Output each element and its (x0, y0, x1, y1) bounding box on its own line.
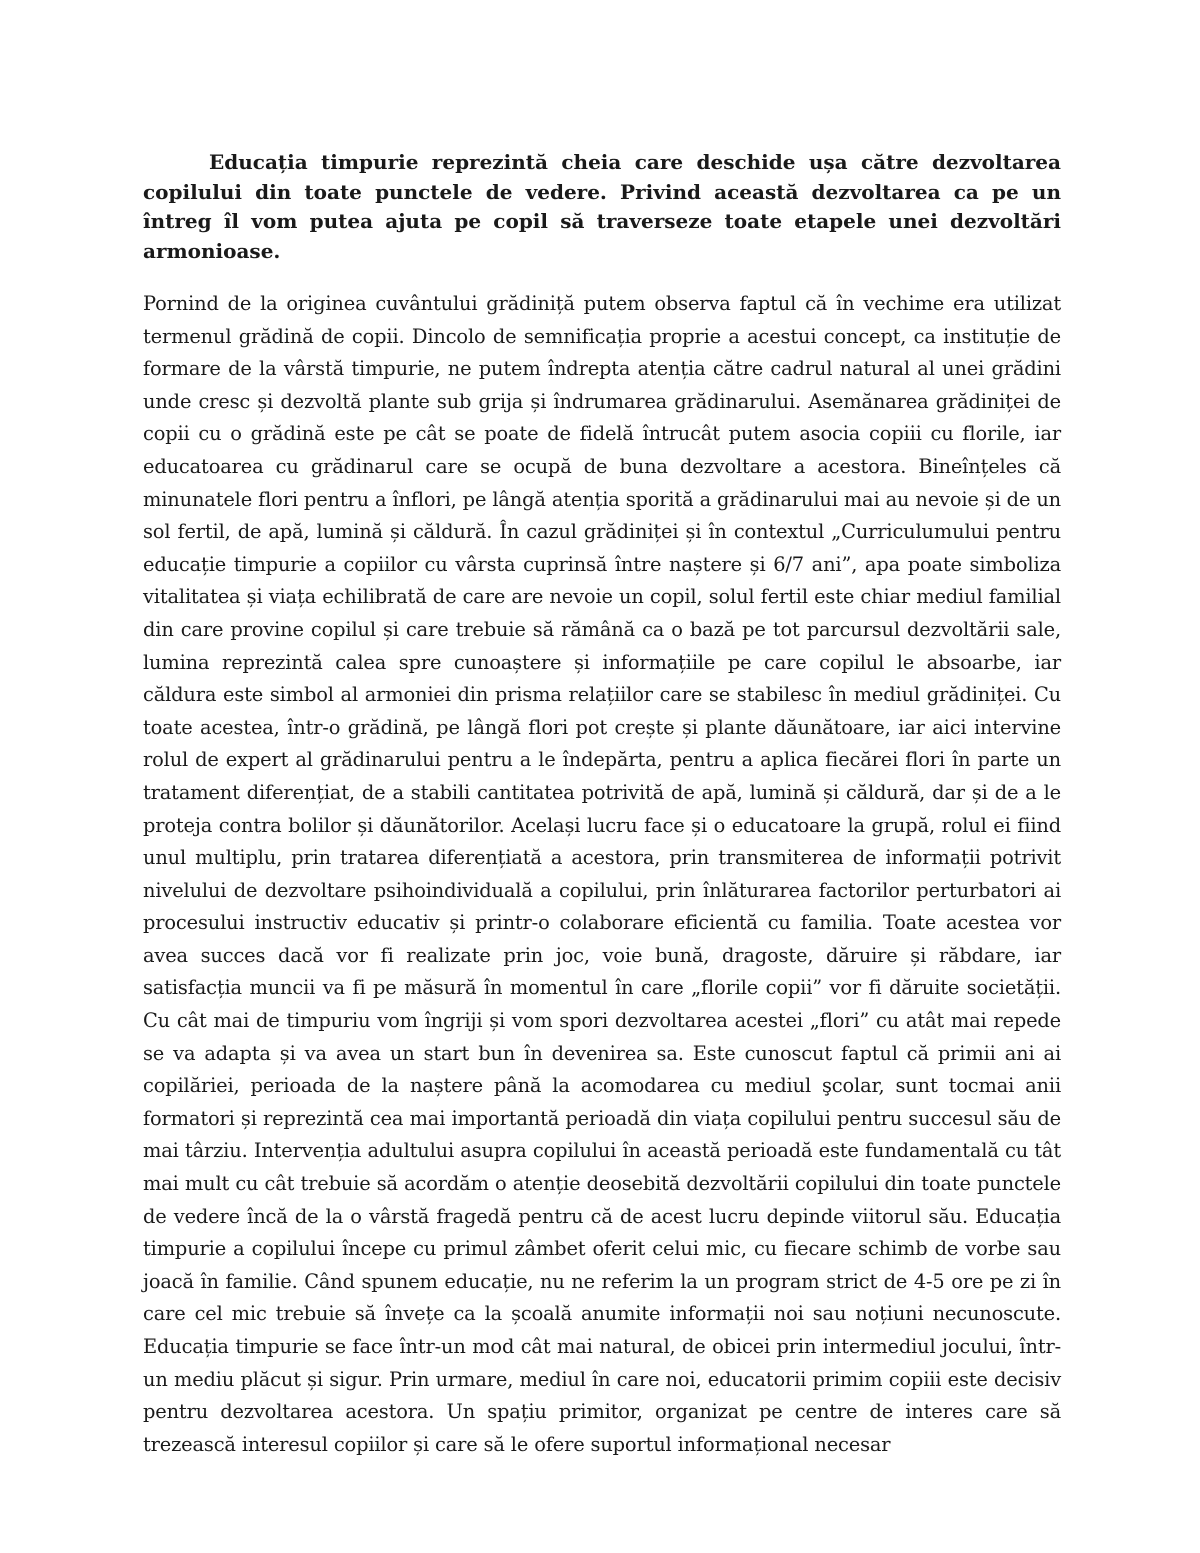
body-paragraph: Pornind de la originea cuvântului grădiniță putem observa faptul că în vechime era utilizat termenul grădină de copii. Dincolo de semnificația proprie a acestui concept, ca instituție de formare de la vârstă timpurie, ne putem îndrepta atenția către cadrul natural al unei grădini unde cresc și dezvoltă plante sub grija și îndrumarea grădinarului. Asemănarea grădiniței de copii cu o grădină este pe cât se poate de fidelă întrucât putem asocia copiii cu florile, iar educatoarea cu grădinarul care se ocupă de buna dezvoltare a acestora. Bineînțeles că minunatele flori pentru a înflori, pe lângă atenția sporită a grădinarului mai au nevoie și de un sol fertil, de apă, lumină și căldură. În cazul grădiniței și în contextul „Curriculumului pentru educație timpurie a copiilor cu vârsta cuprinsă între naștere și 6/7 ani”, apa poate simboliza vitalitatea și viața echilibrată de care are nevoie un copil, solul fertil este chiar mediul familial din care provine copilul și care trebuie să rămână ca o bază pe tot parcursul dezvoltării sale, lumina reprezintă calea spre cunoaștere și informațiile pe care copilul le absoarbe, iar căldura este simbol al armoniei din prisma relațiilor care se stabilesc în mediul grădiniței. Cu toate acestea, într-o grădină, pe lângă flori pot crește și plante dăunătoare, iar aici intervine rolul de expert al grădinarului pentru a le îndepărta, pentru a aplica fiecărei flori în parte un tratament diferențiat, de a stabili cantitatea potrivită de apă, lumină și căldură, dar și de a le proteja contra bolilor și dăunătorilor. Același lucru face și o educatoare la grupă, rolul ei fiind unul multiplu, prin tratarea diferențiată a acestora, prin transmiterea de informații potrivit nivelului de dezvoltare psihoindividuală a copilului, prin înlăturarea factorilor perturbatori ai procesului instructiv educativ și printr-o colaborare eficientă cu familia. Toate acestea vor avea succes dacă vor fi realizate prin joc, voie bună, dragoste, dăruire și răbdare, iar satisfacția muncii va fi pe măsură în momentul în care „florile copii” vor fi dăruite societății. Cu cât mai de timpuriu vom îngriji și vom spori dezvoltarea acestei „flori” cu atât mai repede se va adapta și va avea un start bun în devenirea sa. Este cunoscut faptul că primii ani ai copilăriei, perioada de la naștere până la acomodarea cu mediul şcolar, sunt tocmai anii formatori și reprezintă cea mai importantă perioadă din viața copilului pentru succesul său de mai târziu. Intervenția adultului asupra copilului în această perioadă este fundamentală cu tât mai mult cu cât trebuie să acordăm o atenție deosebită dezvoltării copilului din toate punctele de vedere încă de la o vârstă fragedă pentru că de acest lucru depinde viitorul său. Educația timpurie a copilului începe cu primul zâmbet oferit celui mic, cu fiecare schimb de vorbe sau joacă în familie. Când spunem educație, nu ne referim la un program strict de 4-5 ore pe zi în care cel mic trebuie să învețe ca la școală anumite informații noi sau noțiuni necunoscute. Educația timpurie se face într-un mod cât mai natural, de obicei prin intermediul jocului, într-un mediu plăcut și sigur. Prin urmare, mediul în care noi, educatorii primim copiii este decisiv pentru dezvoltarea acestora. Un spațiu primitor, organizat pe centre de interes care să trezească interesul copiilor și care să le ofere suportul informațional necesar (143, 292, 1061, 1456)
page-content (143, 148, 1061, 1461)
intro-paragraph: Educația timpurie reprezintă cheia care deschide ușa către dezvoltarea copilului din toate punctele de vedere. Privind această dezvoltarea ca pe un întreg îl vom putea ajuta pe copil să traverseze toate etapele unei dezvoltări armonioase. (143, 150, 1061, 263)
